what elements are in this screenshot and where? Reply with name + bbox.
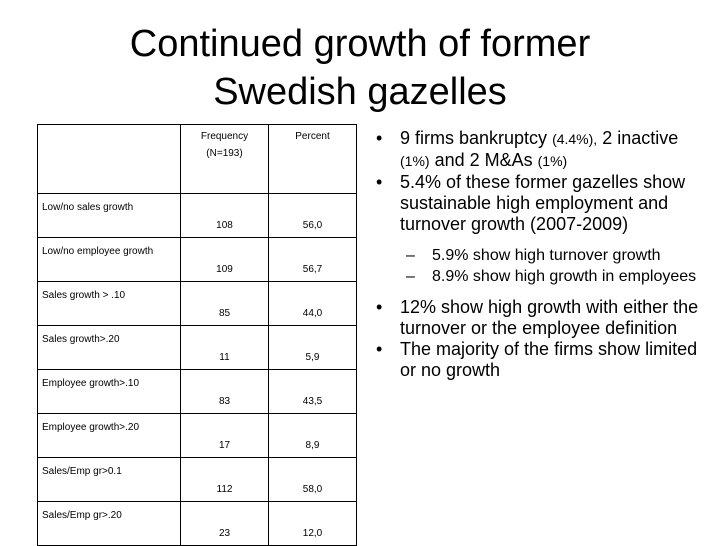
slide-title (60, 20, 660, 116)
row-frequency: 23 (181, 502, 269, 546)
row-label: Sales growth > .10 (38, 282, 181, 326)
bullet-sustainable-growth (370, 172, 710, 235)
bullet-marker: • (376, 339, 383, 359)
row-percent: 12,0 (269, 502, 357, 546)
row-percent: 56,7 (269, 238, 357, 282)
header-frequency (181, 125, 269, 194)
table-row (38, 458, 357, 502)
row-percent: 58,0 (269, 458, 357, 502)
bullet-text: 5.4% of these former gazelles show sustainable high employment and turnover growth (2007-2009) (400, 172, 686, 234)
bullet-text: 9 firms bankruptcy (400, 128, 553, 148)
bullet-small-text: (4.4%), (552, 131, 598, 147)
bullet-text: The majority of the firms show limited or no growth (400, 339, 698, 380)
header-percent-label: Percent (295, 131, 330, 142)
row-label: Low/no sales growth (38, 194, 181, 238)
bullet-high-growth (370, 297, 710, 339)
bullet-list (370, 128, 710, 381)
bullet-text: 2 inactive (597, 128, 679, 148)
bullet-small-text: (1%) (400, 153, 430, 169)
table-row (38, 502, 357, 546)
row-frequency: 17 (181, 414, 269, 458)
row-percent: 44,0 (269, 282, 357, 326)
subbullet-marker: – (406, 268, 415, 285)
bullet-marker: • (376, 172, 383, 192)
subbullet-employees (370, 266, 710, 287)
subbullet-marker: – (406, 247, 415, 264)
row-percent: 5,9 (269, 326, 357, 370)
row-percent: 56,0 (269, 194, 357, 238)
table-row (38, 370, 357, 414)
row-frequency: 11 (181, 326, 269, 370)
header-frequency-label: Frequency (200, 131, 249, 142)
title-line-1: Continued growth of former (129, 23, 591, 65)
title-line-2: Swedish gazelles (213, 71, 507, 113)
row-label: Sales growth>.20 (38, 326, 181, 370)
row-percent: 8,9 (269, 414, 357, 458)
bullet-bankruptcy (370, 128, 710, 172)
table-row (38, 414, 357, 458)
bullet-majority (370, 339, 710, 381)
row-frequency: 85 (181, 282, 269, 326)
table-row (38, 282, 357, 326)
row-percent: 43,5 (269, 370, 357, 414)
table-header-row (38, 125, 357, 194)
subbullet-text: 8.9% show high growth in employees (432, 268, 697, 285)
bullet-text: 12% show high growth with either the turnover or the employee definition (400, 297, 699, 338)
table-row (38, 194, 357, 238)
row-frequency: 109 (181, 238, 269, 282)
bullet-marker: • (376, 297, 383, 317)
row-label: Sales/Emp gr>0.1 (38, 458, 181, 502)
row-frequency: 83 (181, 370, 269, 414)
row-frequency: 108 (181, 194, 269, 238)
bullet-text: and 2 M&As (429, 150, 538, 170)
row-label: Sales/Emp gr>.20 (38, 502, 181, 546)
table-row (38, 326, 357, 370)
bullet-small-text: (1%) (537, 153, 568, 169)
header-n-label: (N=193) (206, 148, 243, 159)
header-label-cell (38, 125, 181, 194)
row-frequency: 112 (181, 458, 269, 502)
row-label: Low/no employee growth (38, 238, 181, 282)
row-label: Employee growth>.20 (38, 414, 181, 458)
row-label: Employee growth>.10 (38, 370, 181, 414)
table-row (38, 238, 357, 282)
subbullet-turnover (370, 245, 710, 266)
growth-table (37, 124, 357, 546)
subbullet-text: 5.9% show high turnover growth (432, 247, 661, 264)
header-percent (269, 125, 357, 194)
bullet-marker: • (376, 128, 383, 148)
